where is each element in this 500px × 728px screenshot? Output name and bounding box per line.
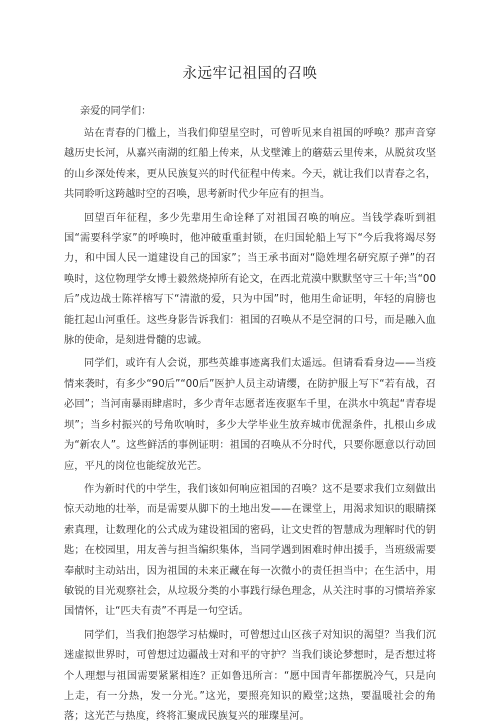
document-title: 永远牢记祖国的召唤: [182, 66, 318, 82]
paragraph-4: 作为新时代的中学生，我们该如何响应祖国的召唤？这不是要求我们立刻做出惊天动地的壮举，而是需要从脚下的土地出发——在课堂上，用渴求知识的眼睛探索真理，让数理化的公式成为建设祖国的密码，让文史哲的智慧成为理解时代的钥匙；在校园里，用友善与担当编织集体，当同学遇到困难时伸出援手，当班级需要奉献时主动站出，因为祖国的未来正藏在每一次微小的责任担当中；在生活中，用敏锐的目光观察社会，从垃圾分类的小事践行绿色理念，从关注时事的习惯培养家国情怀，让“匹夫有责”不再是一句空话。: [64, 483, 436, 618]
paragraph-3: 同学们，或许有人会说，那些英雄事迹离我们太遥远。但请看看身边——当疫情来袭时，有多少“90后”“00后”医护人员主动请缨，在防护服上写下“若有战，召必回”；当河南暴雨肆虐时，多少青年志愿者连夜驱车千里，在洪水中筑起“青春堤坝”；当乡村振兴的号角吹响时，多少大学毕业生放弃城市优渥条件，扎根山乡成为“新农人”。这些鲜活的事例证明：祖国的召唤从不分时代，只要你愿意以行动回应，平凡的岗位也能绽放光芒。: [64, 358, 436, 472]
greeting: 亲爱的同学们：: [80, 106, 152, 117]
paragraph-1: 站在青春的门槛上，当我们仰望星空时，可曾听见来自祖国的呼唤？那声音穿越历史长河，从嘉兴南湖的红船上传来，从戈壁滩上的蘑菇云里传来，从脱贫攻坚的山乡深处传来，更从民族复兴的时代征程中传来。今天，就让我们以青春之名，共同聆听这跨越时空的召唤，思考新时代少年应有的担当。: [64, 128, 436, 201]
paragraph-2: 回望百年征程，多少先辈用生命诠释了对祖国召唤的响应。当钱学森听到祖国“需要科学家”的呼唤时，他冲破重重封锁，在归国轮船上写下“今后我将竭尽努力，和中国人民一道建设自己的国家”；当王承书面对“隐姓埋名研究原子弹”的召唤时，这位物理学女博士毅然烧掉所有论文，在西北荒漠中默默坚守三十年;当“00后”戍边战士陈祥榕写下“清澈的爱，只为中国”时，他用生命证明，年轻的肩膀也能扛起山河重任。这些身影告诉我们：祖国的召唤从不是空洞的口号，而是融入血脉的使命，是刻进骨髓的忠诚。: [64, 212, 436, 347]
paragraph-5: 同学们，当我们抱怨学习枯燥时，可曾想过山区孩子对知识的渴望？当我们沉迷虚拟世界时，可曾想过边疆战士对和平的守护？当我们谈论梦想时，是否想过将个人理想与祖国需要紧紧相连？正如鲁迅所言：“愿中国青年都摆脱冷气，只是向上走，有一分热，发一分光。”这光，要照亮知识的殿堂;这热，要温暖社会的角落；这光芒与热度，终将汇聚成民族复兴的璀璨星河。: [64, 629, 436, 723]
